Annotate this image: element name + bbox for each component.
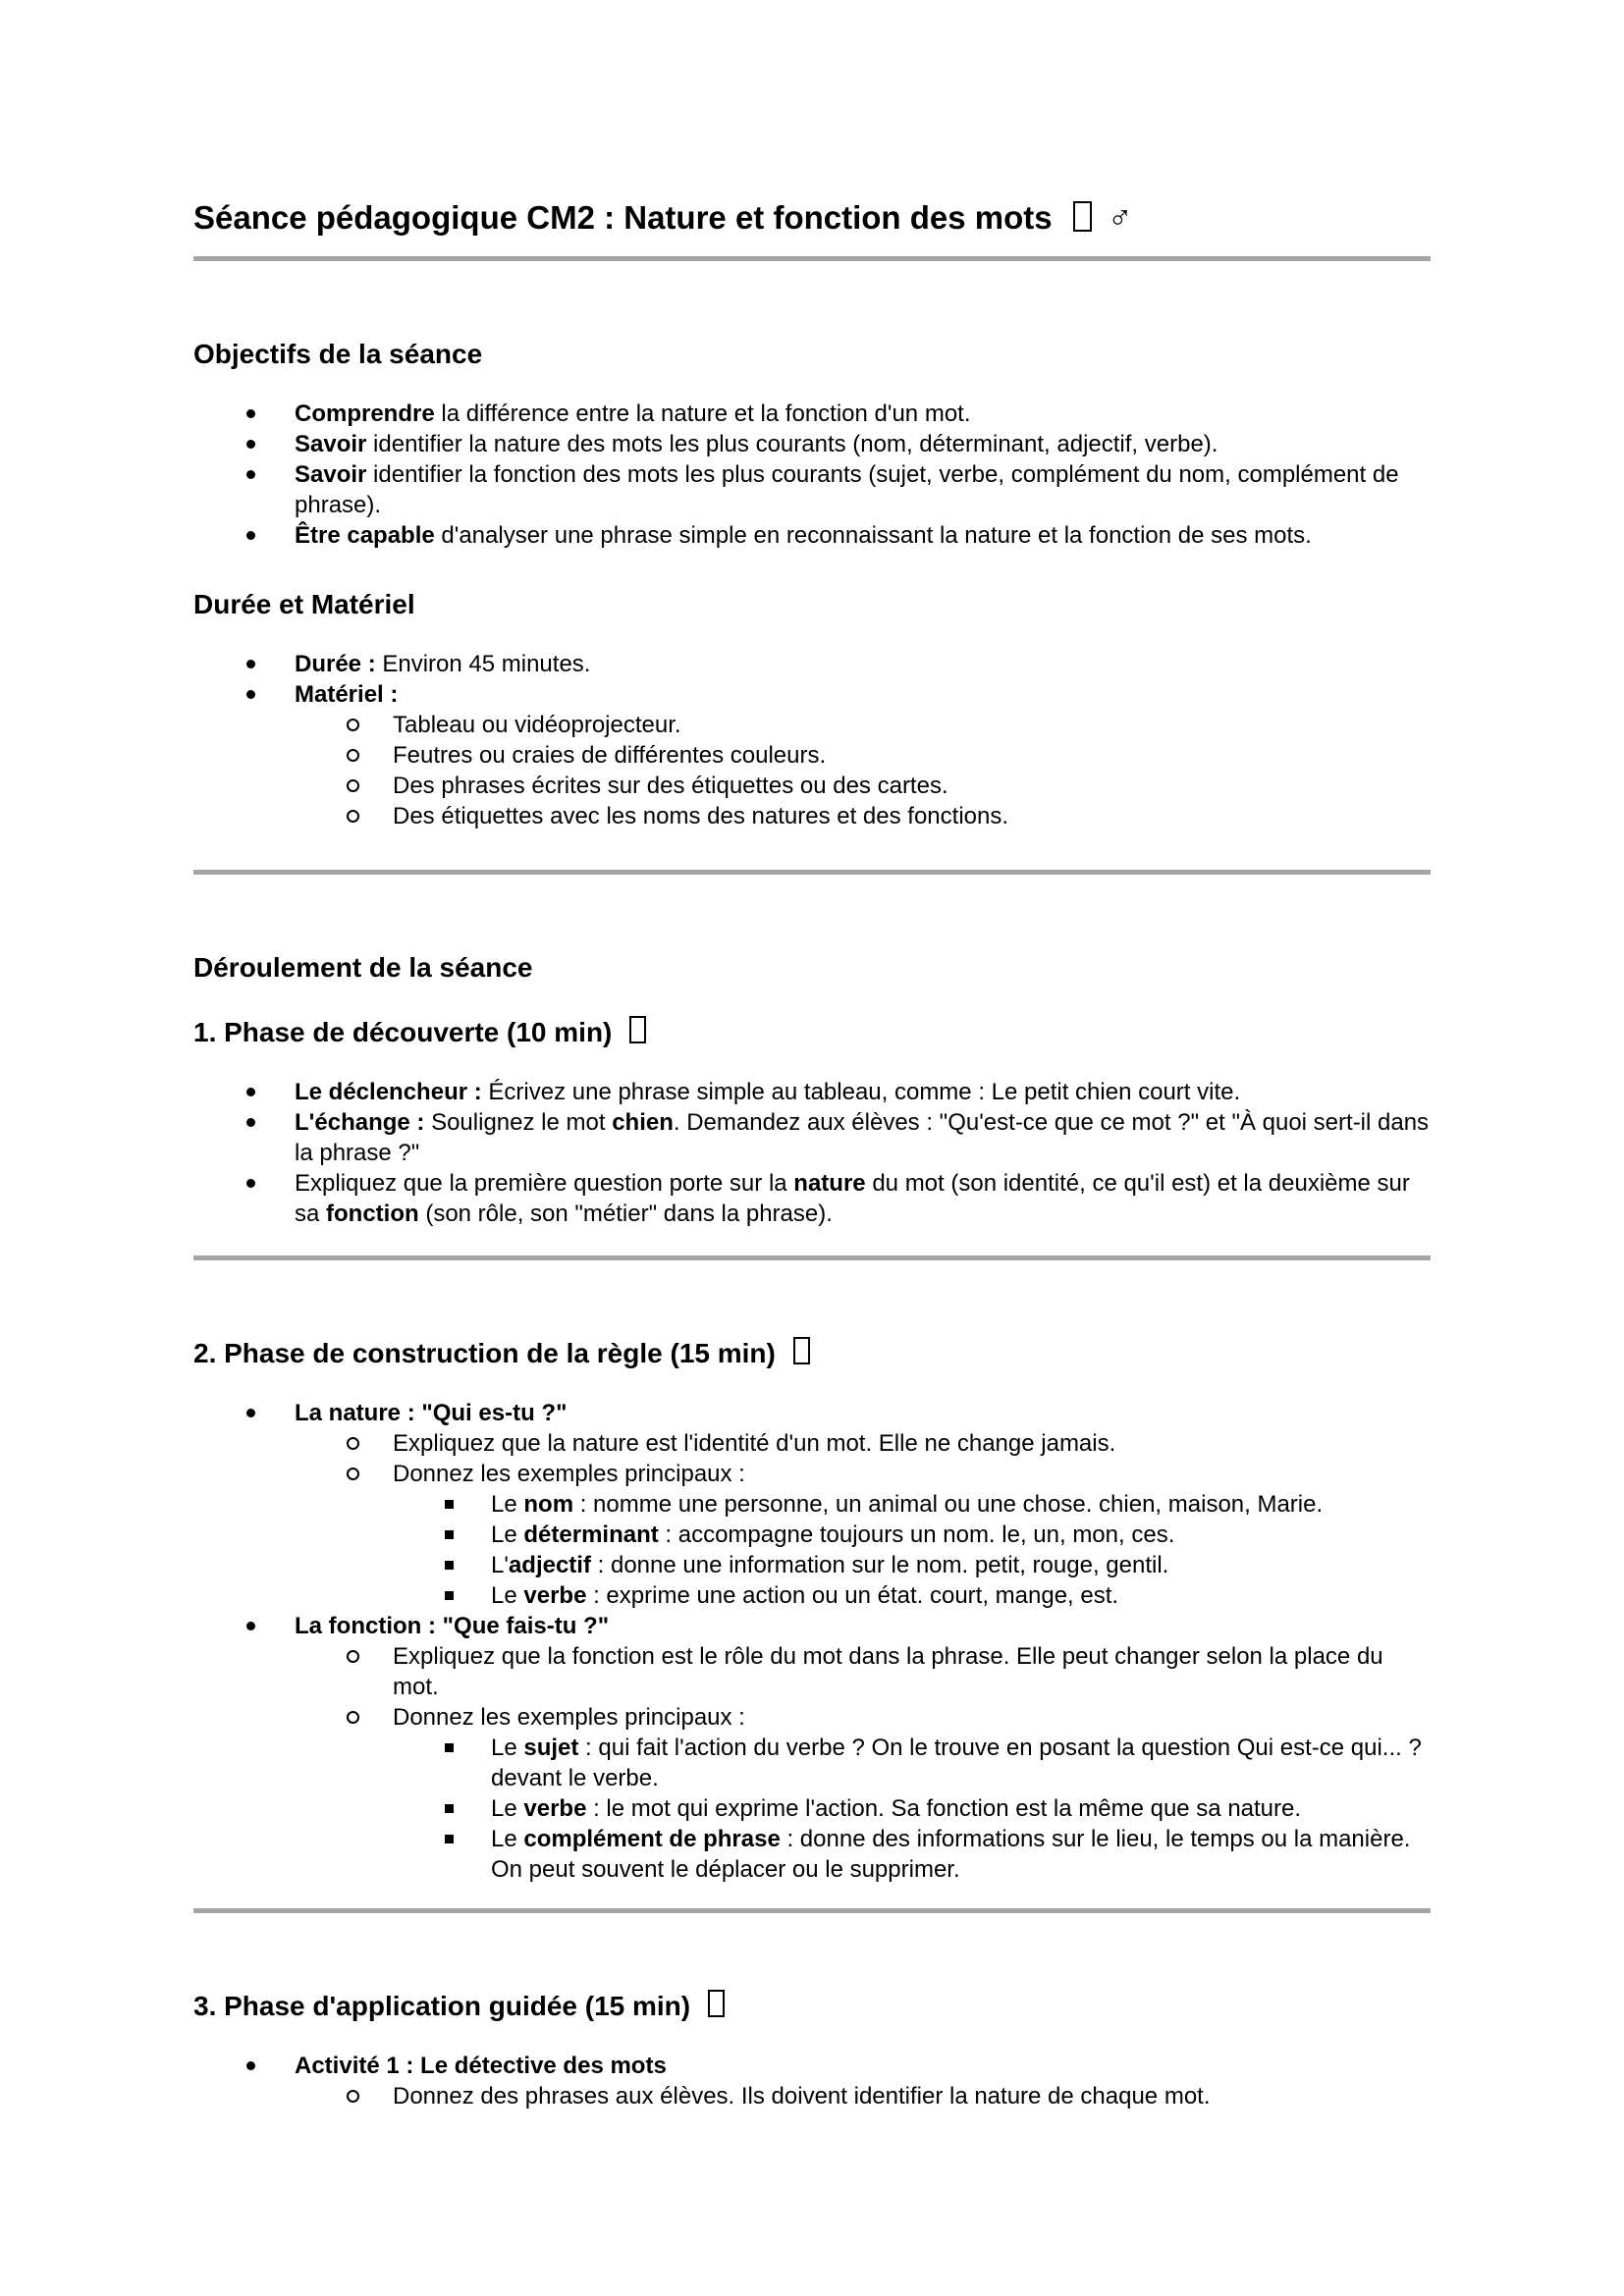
materiel-sublist [295, 710, 1431, 831]
phase3-list [193, 2051, 1431, 2111]
list-item [393, 1520, 1431, 1550]
list-item [193, 1168, 1431, 1229]
list-item [393, 1550, 1431, 1580]
list-item-text: La fonction : "Que fais-tu ?" [295, 1613, 610, 1639]
list-item-text: Activité 1 : Le détective des mots [295, 2053, 667, 2079]
heading-deroulement-text: Déroulement de la séance [193, 952, 533, 983]
list-item [193, 1398, 1431, 1611]
list-item [193, 649, 1431, 679]
list-item [393, 1824, 1431, 1885]
list-item [393, 1489, 1431, 1520]
list-item-text: Le complément de phrase : donne des informations sur le lieu, le temps ou la manière. On peut souvent le déplacer ou le supprimer. [491, 1826, 1411, 1883]
list-item [193, 459, 1431, 520]
heading-phase2-text: 2. Phase de construction de la règle (15 min) [193, 1338, 776, 1368]
list-item-text: L'échange : Soulignez le mot chien. Demandez aux élèves : "Qu'est-ce que ce mot ?" et "À quoi sert-il dans la phrase ?" [295, 1109, 1430, 1166]
heading-phase2 [193, 1336, 1431, 1371]
heading-objectifs [193, 337, 1431, 372]
heading-duree-materiel [193, 587, 1431, 622]
heading-phase3 [193, 1989, 1431, 2024]
list-item-text: Durée : Environ 45 minutes. [295, 651, 591, 677]
list-item-text: Des étiquettes avec les noms des natures et des fonctions. [393, 803, 1009, 829]
list-item [295, 740, 1431, 771]
section-divider [193, 870, 1431, 875]
list-item-text: Feutres ou craies de différentes couleurs. [393, 742, 827, 769]
phase2-list [193, 1398, 1431, 1885]
list-item-text: Le verbe : exprime une action ou un état. court, mange, est. [491, 1582, 1119, 1609]
list-item-text: Donnez les exemples principaux : [393, 1704, 745, 1731]
doc-title-text: Séance pédagogique CM2 : Nature et fonction des mots [193, 199, 1053, 236]
list-item [193, 1611, 1431, 1885]
objectifs-list [193, 399, 1431, 551]
list-item [295, 771, 1431, 801]
list-item [295, 801, 1431, 831]
list-item-text: Donnez les exemples principaux : [393, 1461, 745, 1487]
list-item [295, 1641, 1431, 1702]
list-item-text: Donnez des phrases aux élèves. Ils doivent identifier la nature de chaque mot. [393, 2083, 1211, 2109]
list-item [193, 1107, 1431, 1168]
list-item [193, 399, 1431, 429]
list-item-text: Le verbe : le mot qui exprime l'action. Sa fonction est la même que sa nature. [491, 1795, 1302, 1822]
list-item-text: Le nom : nomme une personne, un animal ou une chose. chien, maison, Marie. [491, 1491, 1324, 1518]
list-item [393, 1733, 1431, 1793]
activite1-sublist [295, 2081, 1431, 2111]
male-sign-glyph: ♂ [1107, 199, 1133, 237]
list-item [393, 1580, 1431, 1611]
list-item [295, 1702, 1431, 1885]
missing-emoji-box-icon [1073, 201, 1092, 232]
list-item-text: Matériel : [295, 681, 399, 708]
list-item-text: Expliquez que la nature est l'identité d'un mot. Elle ne change jamais. [393, 1430, 1116, 1457]
list-item-text: Des phrases écrites sur des étiquettes ou des cartes. [393, 773, 948, 799]
list-item-text: Tableau ou vidéoprojecteur. [393, 712, 681, 738]
heading-phase3-text: 3. Phase d'application guidée (15 min) [193, 1991, 691, 2021]
list-item-text: L'adjectif : donne une information sur le nom. petit, rouge, gentil. [491, 1552, 1169, 1578]
heading-duree-materiel-text: Durée et Matériel [193, 589, 415, 619]
list-item-text: Comprendre la différence entre la nature et la fonction d'un mot. [295, 400, 971, 427]
fonction-sublist [295, 1641, 1431, 1885]
nature-sublist [295, 1428, 1431, 1611]
list-item-text: Le déterminant : accompagne toujours un nom. le, un, mon, ces. [491, 1522, 1175, 1548]
list-item [193, 429, 1431, 459]
list-item [295, 1459, 1431, 1611]
heading-phase1-text: 1. Phase de découverte (10 min) [193, 1017, 613, 1047]
section-divider [193, 256, 1431, 261]
list-item-text: Expliquez que la première question porte sur la nature du mot (son identité, ce qu'il est) et la deuxième sur sa fonction (son rôle, son "métier" dans la phrase). [295, 1170, 1410, 1227]
list-item [295, 2081, 1431, 2111]
list-item-text: Expliquez que la fonction est le rôle du mot dans la phrase. Elle peut changer selon la place du mot. [393, 1643, 1383, 1700]
list-item-text: Être capable d'analyser une phrase simple en reconnaissant la nature et la fonction de ses mots. [295, 522, 1312, 549]
phase1-list [193, 1077, 1431, 1229]
list-item [193, 520, 1431, 551]
missing-emoji-box-icon [629, 1016, 646, 1043]
list-item [193, 2051, 1431, 2111]
list-item [393, 1793, 1431, 1824]
doc-title [193, 197, 1431, 239]
section-divider [193, 1908, 1431, 1913]
heading-objectifs-text: Objectifs de la séance [193, 339, 483, 369]
list-item-text: Le sujet : qui fait l'action du verbe ? On le trouve en posant la question Qui est-ce qui... ? devant le verbe. [491, 1735, 1422, 1791]
list-item [295, 710, 1431, 740]
heading-phase1 [193, 1015, 1431, 1050]
duree-materiel-list [193, 649, 1431, 831]
list-item [193, 679, 1431, 831]
list-item-text: Savoir identifier la fonction des mots les plus courants (sujet, verbe, complément du nom, complément de phrase). [295, 461, 1399, 518]
nature-examples-sublist [393, 1489, 1431, 1611]
missing-emoji-box-icon [708, 1990, 725, 2017]
list-item-text: La nature : "Qui es-tu ?" [295, 1400, 568, 1426]
missing-emoji-box-icon [793, 1337, 810, 1364]
list-item-text: Le déclencheur : Écrivez une phrase simple au tableau, comme : Le petit chien court vite. [295, 1079, 1241, 1105]
section-divider [193, 1255, 1431, 1260]
list-item [295, 1428, 1431, 1459]
list-item [193, 1077, 1431, 1107]
fonction-examples-sublist [393, 1733, 1431, 1885]
list-item-text: Savoir identifier la nature des mots les plus courants (nom, déterminant, adjectif, verbe). [295, 431, 1218, 457]
heading-deroulement [193, 950, 1431, 986]
